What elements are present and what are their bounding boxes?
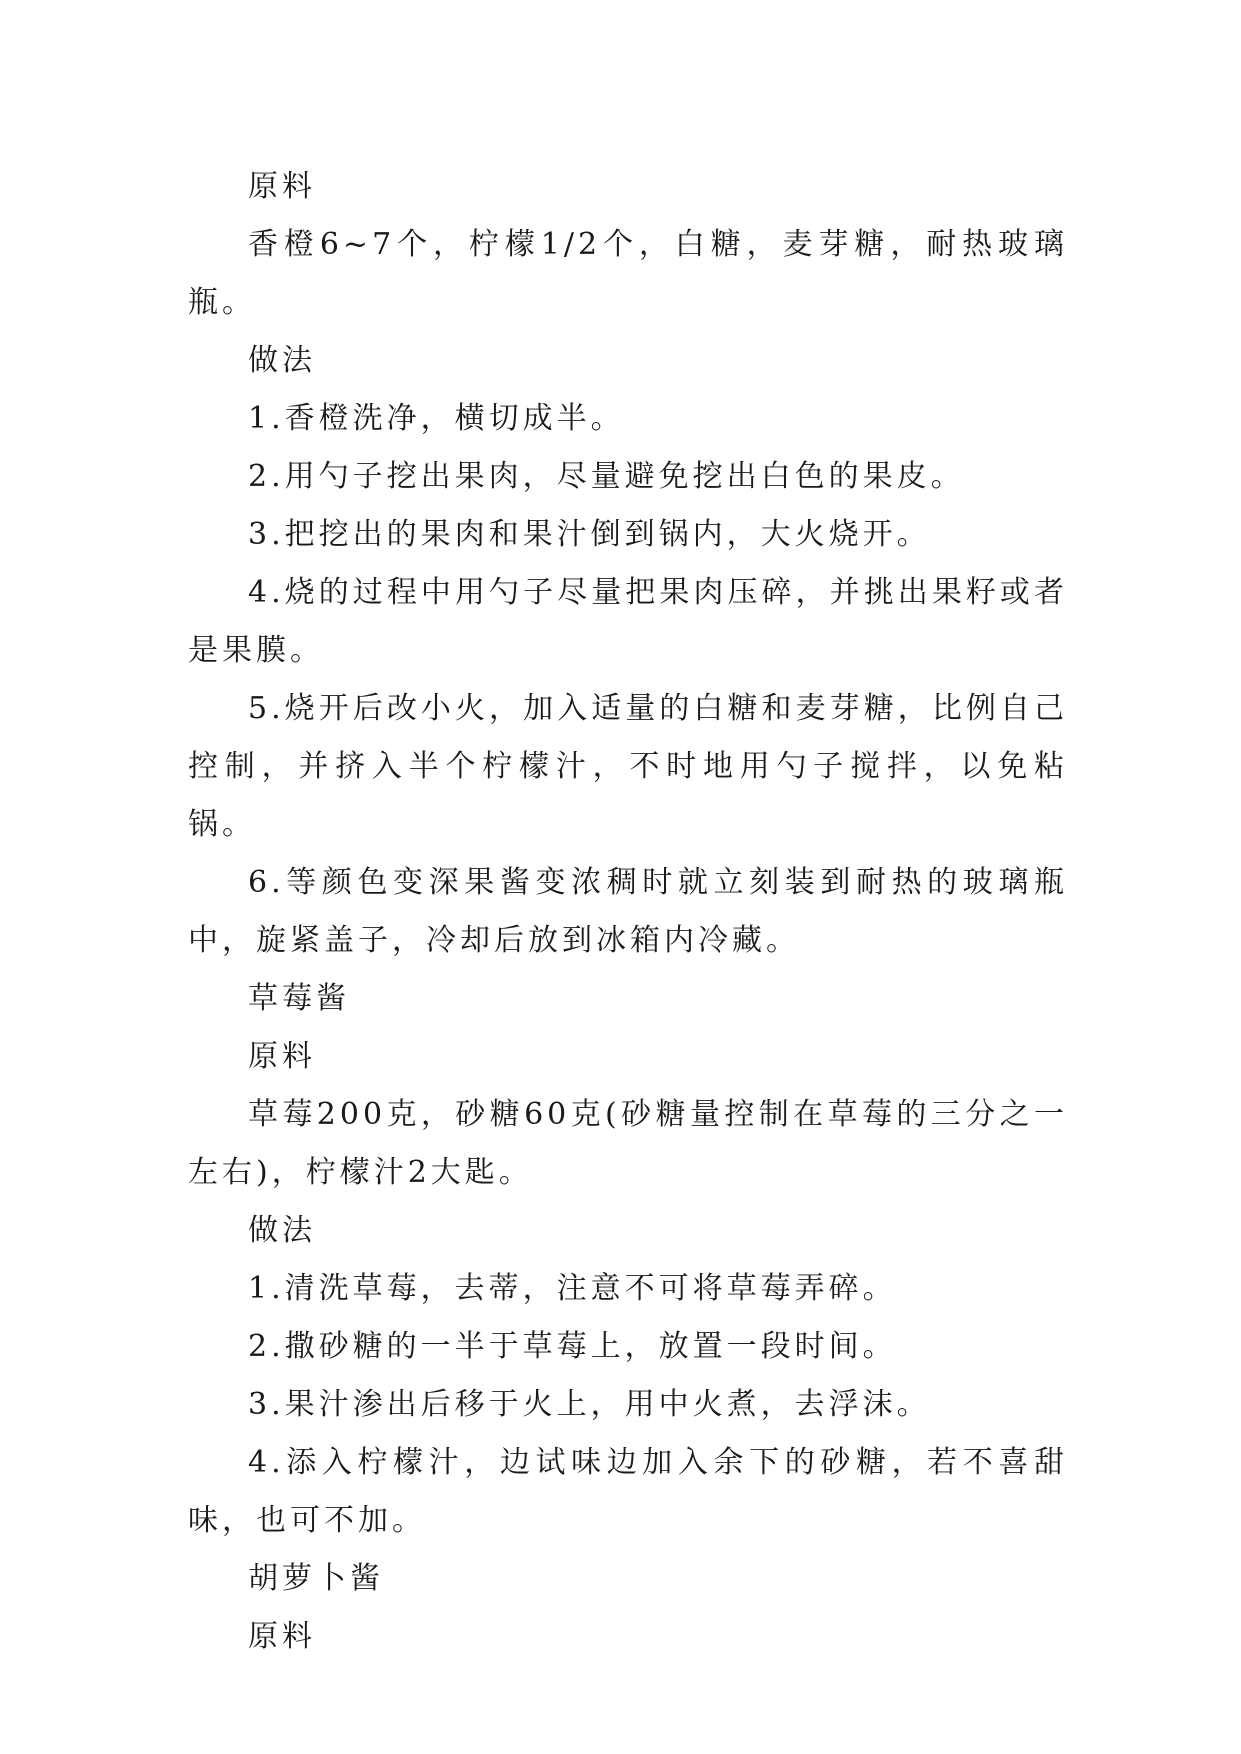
- step-text: 5.烧开后改小火，加入适量的白糖和麦芽糖，比例自己控制，并挤入半个柠檬汁，不时地用勺子搅拌，以免粘锅。: [188, 691, 1068, 842]
- step-text: 1.清洗草莓，去蒂，注意不可将草莓弄碎。: [248, 1271, 897, 1306]
- step-text: 1.香橙洗净，横切成半。: [248, 401, 625, 436]
- step-text: 3.把挖出的果肉和果汁倒到锅内，大火烧开。: [248, 517, 931, 552]
- ingredients-text: 草莓200克，砂糖60克(砂糖量控制在草莓的三分之一左右)，柠檬汁2大匙。: [188, 1097, 1068, 1190]
- recipe-title: 胡萝卜酱: [248, 1561, 384, 1596]
- section-heading: 原料: [248, 1039, 316, 1074]
- section-heading: 原料: [248, 169, 316, 204]
- recipe-title: 草莓酱: [248, 981, 350, 1016]
- step-text: 2.撒砂糖的一半于草莓上，放置一段时间。: [248, 1329, 897, 1364]
- step-text: 4.烧的过程中用勺子尽量把果肉压碎，并挑出果籽或者是果膜。: [188, 575, 1068, 668]
- section-heading: 做法: [248, 343, 316, 378]
- document-body: [188, 158, 1068, 1666]
- section-heading: 原料: [248, 1619, 316, 1654]
- step-text: 4.添入柠檬汁，边试味边加入余下的砂糖，若不喜甜味，也可不加。: [188, 1445, 1068, 1538]
- step-text: 3.果汁渗出后移于火上，用中火煮，去浮沫。: [248, 1387, 931, 1422]
- step-text: 6.等颜色变深果酱变浓稠时就立刻装到耐热的玻璃瓶中，旋紧盖子，冷却后放到冰箱内冷藏。: [188, 865, 1068, 958]
- section-heading: 做法: [248, 1213, 316, 1248]
- step-text: 2.用勺子挖出果肉，尽量避免挖出白色的果皮。: [248, 459, 965, 494]
- ingredients-text: 香橙6~7个，柠檬1/2个，白糖，麦芽糖，耐热玻璃瓶。: [188, 227, 1068, 320]
